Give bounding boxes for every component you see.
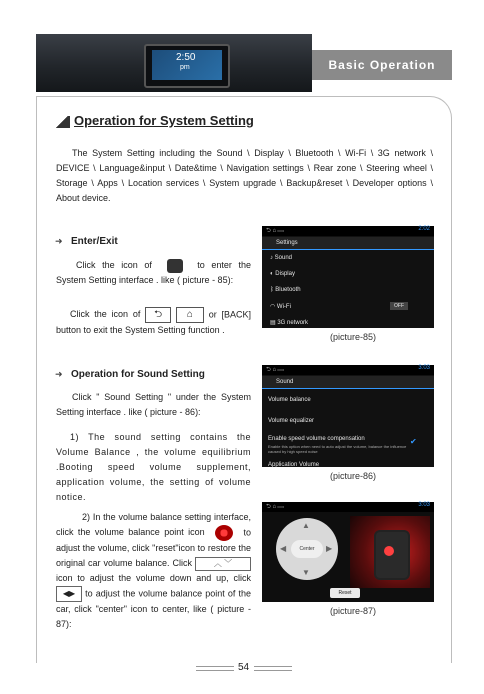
arrow-bullet-icon: ➜ [55, 369, 63, 379]
nav-icons: ⮌ ⌂ ▭ [266, 504, 284, 510]
sound-item-volume-equalizer[interactable]: Volume equalizer [268, 418, 315, 424]
car-seat-view [350, 516, 430, 588]
nav-icons: ⮌ ⌂ ▭ [266, 367, 284, 373]
status-bar [262, 365, 434, 375]
enter-text-b: to enter the System Setting interface . like ( picture - 85): [56, 260, 251, 285]
sound-item-volume-balance[interactable]: Volume balance [268, 397, 311, 403]
home-icon[interactable]: ⌂ [176, 307, 204, 323]
header-title: Basic Operation [328, 58, 436, 72]
status-bar [262, 226, 434, 236]
picture-85-caption: (picture-85) [330, 332, 377, 342]
sound-p3-d: to adjust the volume balance point of the car, click "center" icon to center, like ( picture - 87): [56, 588, 251, 629]
dashboard-ampm: pm [180, 64, 190, 71]
sound-header [262, 376, 434, 389]
sound-item-speed-compensation[interactable]: Enable speed volume compensation [268, 436, 365, 442]
intro-paragraph: The System Setting including the Sound \ Display \ Bluetooth \ Wi-Fi \ 3G network \ DEVICE \ Language&input \ Date&time \ Navigation settings \ Rear zone \ Steering wheel \ Storage \ Apps \ Location services \ System upgrade \ Backup&reset \ Developer options \ About device. [56, 148, 433, 203]
down-arrow-icon[interactable]: ▼ [302, 568, 310, 577]
status-time: 3:03 [418, 502, 430, 508]
settings-item-label: Wi-Fi [276, 304, 291, 310]
picture-87-caption: (picture-87) [330, 606, 377, 616]
sound-header-label: Sound [276, 379, 294, 385]
settings-item-display[interactable] [270, 271, 295, 277]
enter-exit-title: Enter/Exit [71, 236, 118, 247]
sound-paragraph-1: Click " Sound Setting " under the System Setting interface . like ( picture - 86): [56, 392, 251, 417]
footer-rule-left [196, 670, 234, 671]
settings-item-label: Bluetooth [275, 287, 301, 293]
exit-text-a: Click the icon of [70, 309, 141, 320]
reset-button[interactable]: Reset [330, 588, 360, 598]
direction-pad[interactable] [276, 518, 338, 580]
arrow-bullet-icon: ➜ [55, 236, 63, 246]
sound-setting-title: Operation for Sound Setting [71, 369, 205, 380]
sound-icon: ♪ [270, 255, 275, 261]
volume-up-down-icon[interactable]: ︿ ﹀ [195, 557, 251, 571]
sound-item-application-volume[interactable]: Application Volume [268, 462, 320, 468]
checkbox-checked-icon[interactable]: ✔ [410, 437, 417, 446]
footer-rule-left [196, 666, 234, 667]
dashboard-time: 2:50 [176, 52, 196, 63]
header-banner-image [36, 34, 312, 92]
sound-p3-a: 2) In the volume balance setting interface, click the volume balance point icon [56, 512, 251, 538]
settings-item-3g[interactable] [270, 319, 308, 326]
left-arrow-icon[interactable]: ◀ [280, 544, 287, 553]
exit-paragraph [56, 307, 251, 338]
network-icon: ▤ [270, 320, 278, 326]
enter-text-a: Click the icon of [76, 260, 152, 270]
up-arrow-icon[interactable]: ▲ [302, 521, 310, 530]
wifi-icon: ◠ [270, 304, 277, 310]
car-dashboard-image [144, 44, 230, 88]
footer-rule-right [254, 666, 292, 667]
settings-item-bluetooth[interactable] [270, 287, 301, 293]
page-number: 54 [238, 662, 250, 673]
settings-item-label: Display [275, 271, 295, 277]
display-icon: ◐ [270, 271, 276, 277]
sound-paragraph-3 [56, 510, 251, 632]
status-time: 2:02 [418, 226, 430, 232]
left-right-arrows-icon[interactable]: ◀▶ [56, 586, 82, 602]
balance-point-icon[interactable] [215, 525, 233, 541]
picture-86-caption: (picture-86) [330, 471, 377, 481]
settings-header [262, 237, 434, 250]
settings-item-label: 3G network [277, 320, 309, 326]
picture-86-screenshot [262, 365, 434, 467]
sound-p3-b: to adjust the volume, click "reset"icon to restore the original car volume balance. Click [56, 527, 251, 568]
dashboard-screen [152, 50, 222, 80]
sound-paragraph-2: 1) The sound setting contains the Volume Balance , the volume equilibrium .Booting speed volume supplement, application volume, the setting of volume notice. [56, 432, 251, 502]
section-marker-icon [56, 116, 70, 128]
enter-paragraph [56, 258, 251, 288]
picture-87-screenshot [262, 502, 434, 602]
settings-app-icon[interactable] [167, 259, 183, 273]
footer-rule-right [254, 670, 292, 671]
bluetooth-icon: ᛒ [270, 287, 276, 293]
status-time: 3:03 [418, 365, 430, 371]
wifi-toggle[interactable]: OFF [390, 302, 408, 310]
nav-icons: ⮌ ⌂ ▭ [266, 228, 284, 234]
sound-p3-c: icon to adjust the volume down and up, click [56, 573, 251, 583]
exit-text-b: or [BACK] button to exit the System Setting function . [56, 309, 251, 335]
status-bar [262, 502, 434, 512]
settings-item-sound[interactable] [270, 255, 292, 261]
back-arrow-icon[interactable]: ⮌ [145, 307, 171, 323]
picture-85-screenshot [262, 226, 434, 328]
settings-item-wifi[interactable] [270, 303, 291, 310]
balance-point-icon[interactable] [384, 546, 394, 556]
settings-item-label: Sound [274, 255, 293, 261]
center-button[interactable]: Center [291, 540, 323, 558]
speed-compensation-description: Enable this option when need to auto adjust the volume, balance the influence caused by high speed noise [268, 444, 407, 454]
section-title: Operation for System Setting [74, 113, 254, 128]
right-arrow-icon[interactable]: ▶ [326, 544, 333, 553]
settings-header-label: Settings [276, 240, 298, 246]
